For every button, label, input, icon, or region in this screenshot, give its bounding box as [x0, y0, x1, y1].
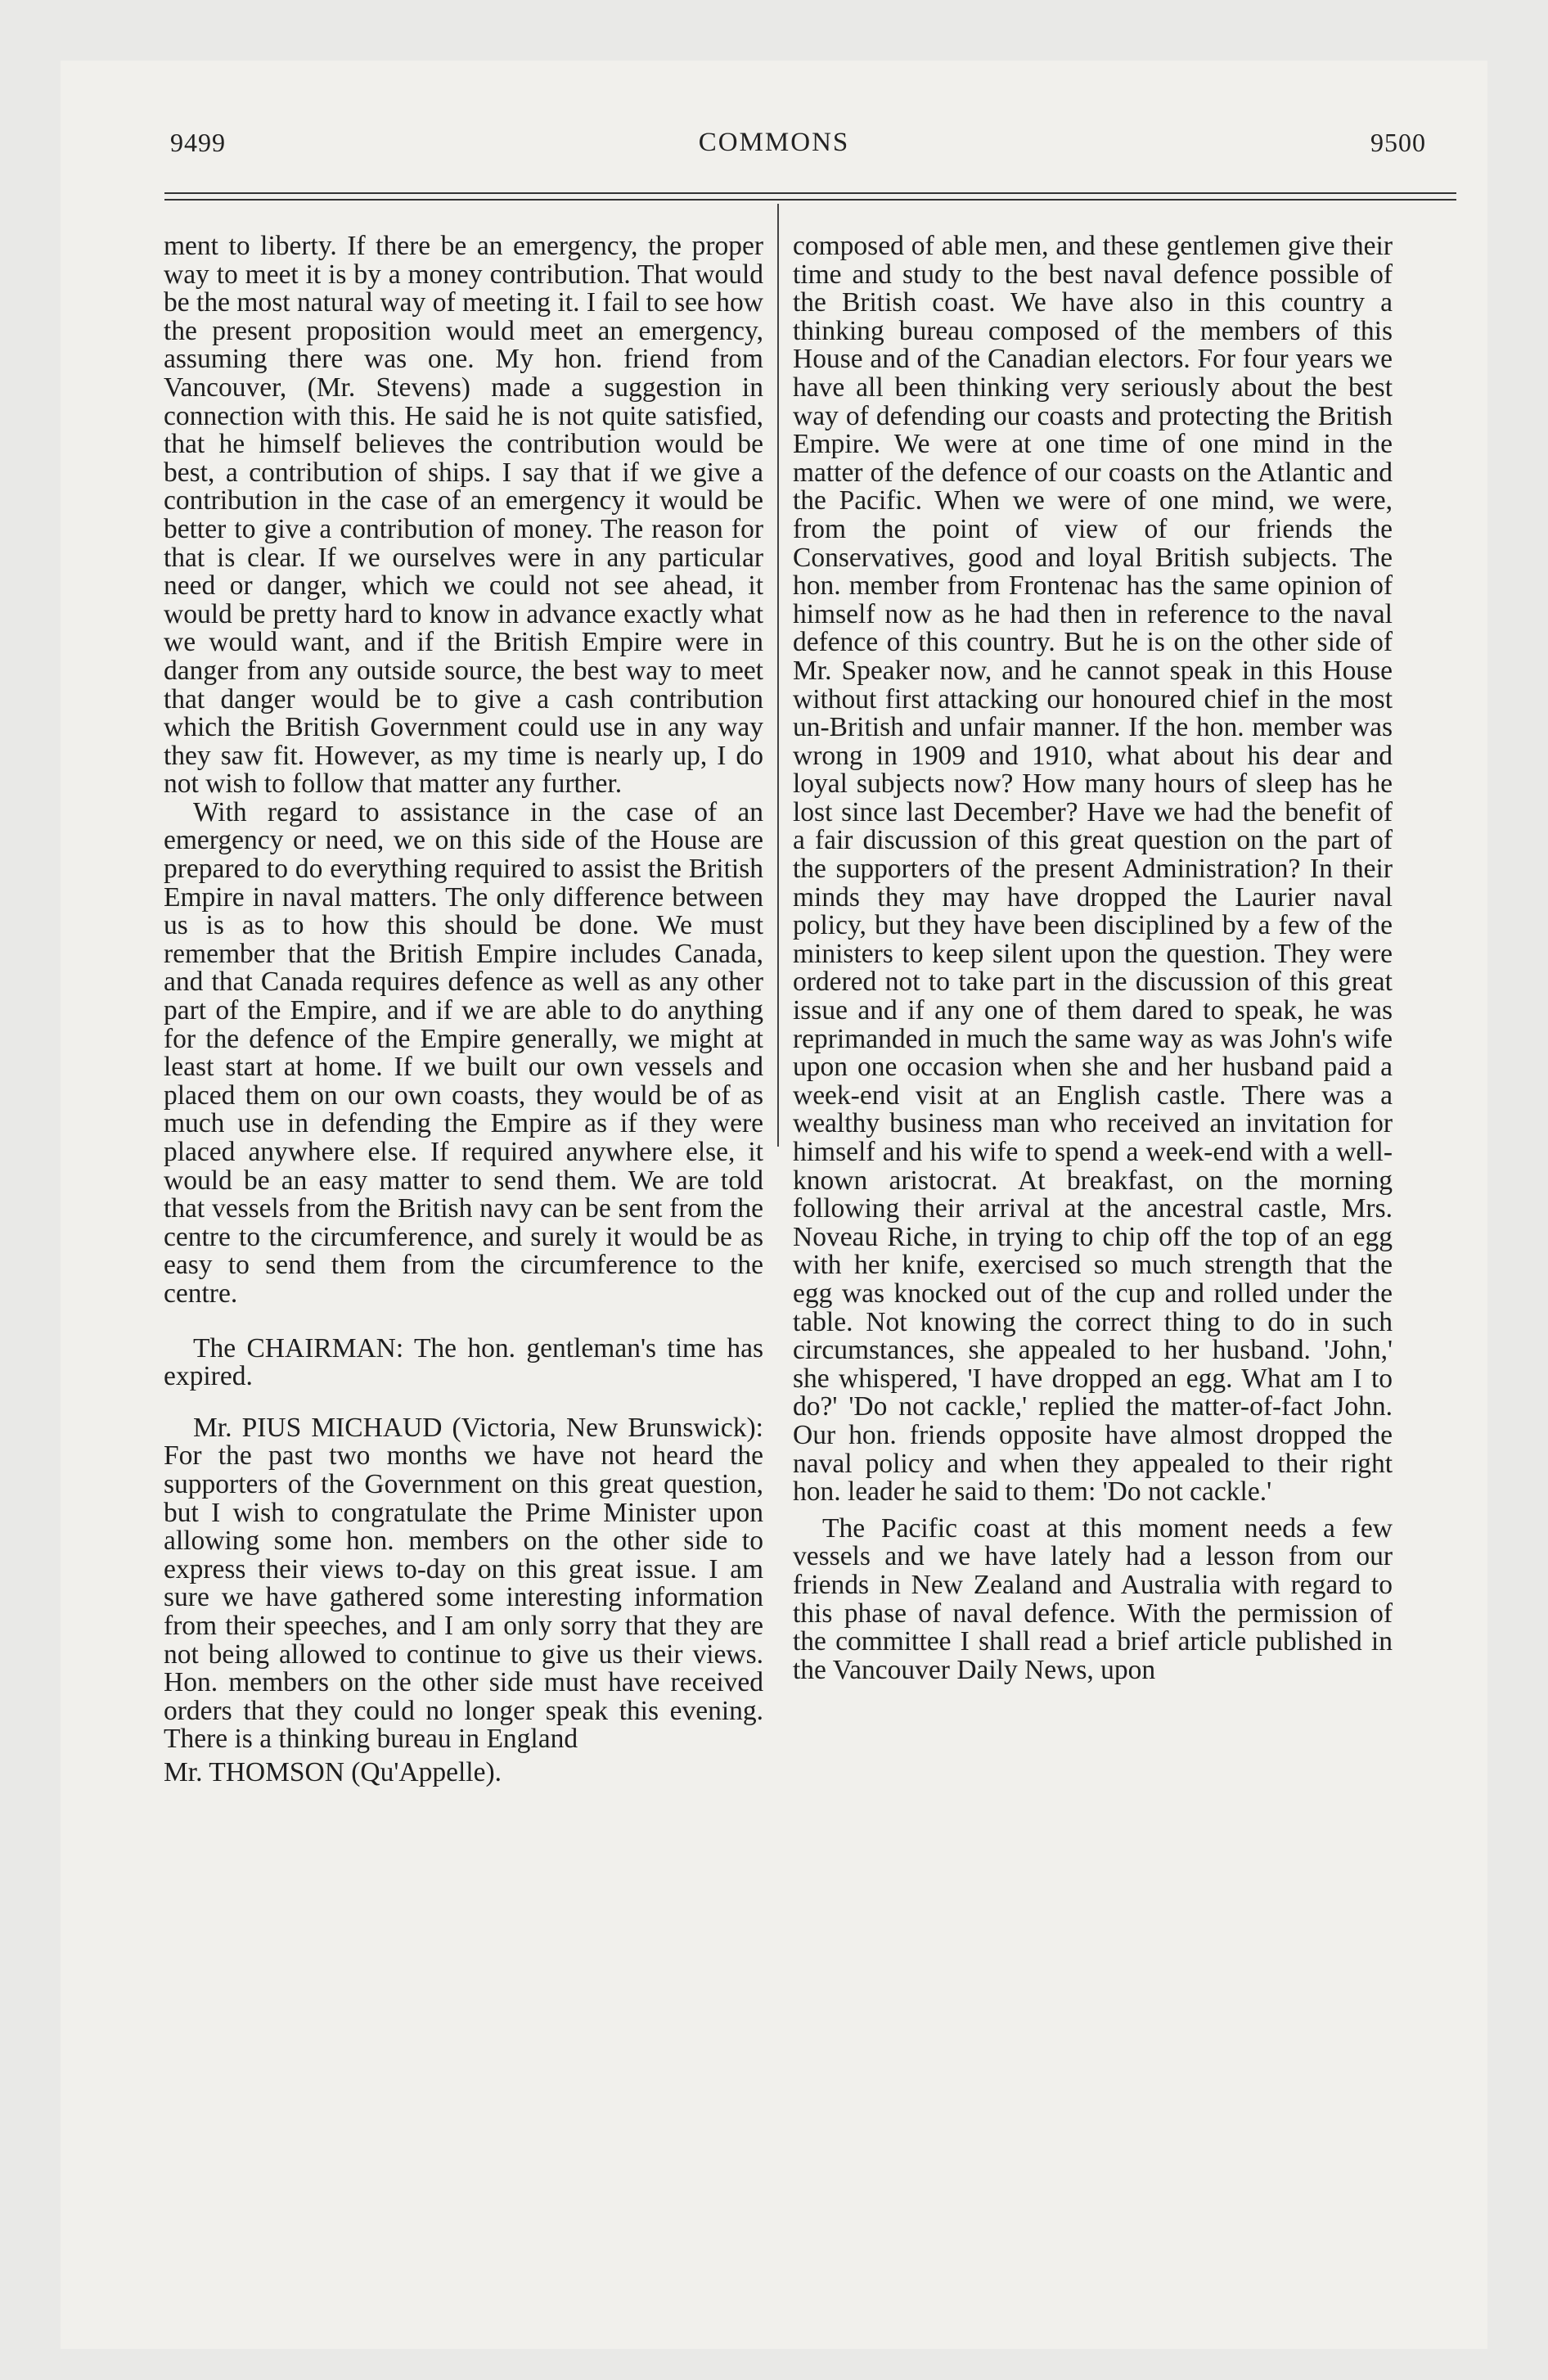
column-divider: [777, 204, 779, 1147]
hansard-page: [61, 61, 1487, 2349]
header-rule-top: [164, 192, 1456, 194]
page-number-right: 9500: [1370, 128, 1426, 157]
chairman-remark: The CHAIRMAN: The hon. gentleman's time has expired.: [164, 1332, 763, 1392]
michaud-speech: Mr. PIUS MICHAUD (Victoria, New Brunswick): For the past two months we have not heard the supporters of the Government on this great question, but I wish to congratulate the Prime Minister upon allowing some hon. members on the other side to express their views to-day on this great issue. I am sure we have gathered some interesting information from their speeches, and I am only sorry that they are not being allowed to continue to give us their views. Hon. members on the other side must have received orders that they could no longer speak this evening. There is a thinking bureau in England: [164, 1412, 763, 1755]
page-number-left: 9499: [170, 128, 226, 157]
right-paragraph-2: The Pacific coast at this moment needs a few vessels and we have lately had a lesson from our friends in New Zealand and Australia with regard to this phase of naval defence. With the permission of the committee I shall read a brief article published in the Vancouver Daily News, upon: [793, 1512, 1393, 1685]
right-paragraph-1: composed of able men, and these gentlemen give their time and study to the best naval defence possible of the British coast. We have also in this country a thinking bureau composed of the members of this House and of the Canadian electors. For four years we have all been thinking very seriously about the best way of defending our coasts and protecting the British Empire. We were at one time of one mind in the matter of the defence of our coasts on the Atlantic and the Pacific. When we were of one mind, we were, from the point of view of our friends the Conservatives, good and loyal British subjects. The hon. member from Frontenac has the same opinion of himself now as he had then in reference to the naval defence of this country. But he is on the other side of Mr. Speaker now, and he cannot speak in this House without first attacking our honoured chief in the most un-British and unfair manner. If the hon. member was wrong in 1909 and 1910, what about his dear and loyal subjects now? How many hours of sleep has he lost since last December? Have we had the benefit of a fair discussion of this great question on the part of the supporters of the present Administration? In their minds they may have dropped the Laurier naval policy, but they have been disciplined by a few of the ministers to keep silent upon the question. They were ordered not to take part in the discussion of this great issue and if any one of them dared to speak, he was reprimanded in much the same way as was John's wife upon one occasion when she and her husband paid a week-end visit at an English castle. There was a wealthy business man who received an invitation for himself and his wife to spend a week-end with a well-known aristocrat. At breakfast, on the morning following their arrival at the ancestral castle, Mrs. Noveau Riche, in trying to chip off the top of an egg with her knife, exercised so much strength that the egg was knocked out of the cup and rolled under the table. Not knowing the correct thing to do in such circumstances, she appealed to her husband. 'John,' she whispered, 'I have dropped an egg. What am I to do?' 'Do not cackle,' replied the matter-of-fact John. Our hon. friends opposite have almost dropped the naval policy and when they appealed to their right hon. leader he said to them: 'Do not cackle.': [793, 231, 1393, 1508]
running-header-title: COMMONS: [698, 128, 850, 157]
left-paragraph-1: ment to liberty. If there be an emergency, the proper way to meet it is by a money contribution. That would be the most natural way of meeting it. I fail to see how the present proposition would meet an emergency, assuming there was one. My hon. friend from Vancouver, (Mr. Stevens) made a suggestion in connection with this. He said he is not quite satisfied, that he himself believes the contribution would be best, a contribution of ships. I say that if we give a contribution in the case of an emergency it would be better to give a contribution of money. The reason for that is clear. If we ourselves were in any particular need or danger, which we could not see ahead, it would be pretty hard to know in advance exactly what we would want, and if the British Empire were in danger from any outside source, the best way to meet that danger would be to give a cash contribution which the British Government could use in any way they saw fit. However, as my time is nearly up, I do not wish to follow that matter any further.: [164, 231, 763, 800]
right-column: [793, 232, 1393, 1684]
left-paragraph-2: With regard to assistance in the case of an emergency or need, we on this side of the House are prepared to do everything required to assist the British Empire in naval matters. The only difference between us is as to how this should be done. We must remember that the British Empire includes Canada, and that Canada requires defence as well as any other part of the Empire, and if we are able to do anything for the defence of the Empire generally, we might at least start at home. If we built our own vessels and placed them on our own coasts, they would be of as much use in defending the Empire as if they were placed anywhere else. If required anywhere else, it would be an easy matter to send them. We are told that vessels from the British navy can be sent from the centre to the circumference, and surely it would be as easy to send them from the circumference to the centre.: [164, 796, 763, 1309]
header-rule-bottom: [164, 199, 1456, 201]
left-column: [164, 232, 763, 1787]
thomson-speaker-line: Mr. THOMSON (Qu'Appelle).: [164, 1756, 502, 1787]
